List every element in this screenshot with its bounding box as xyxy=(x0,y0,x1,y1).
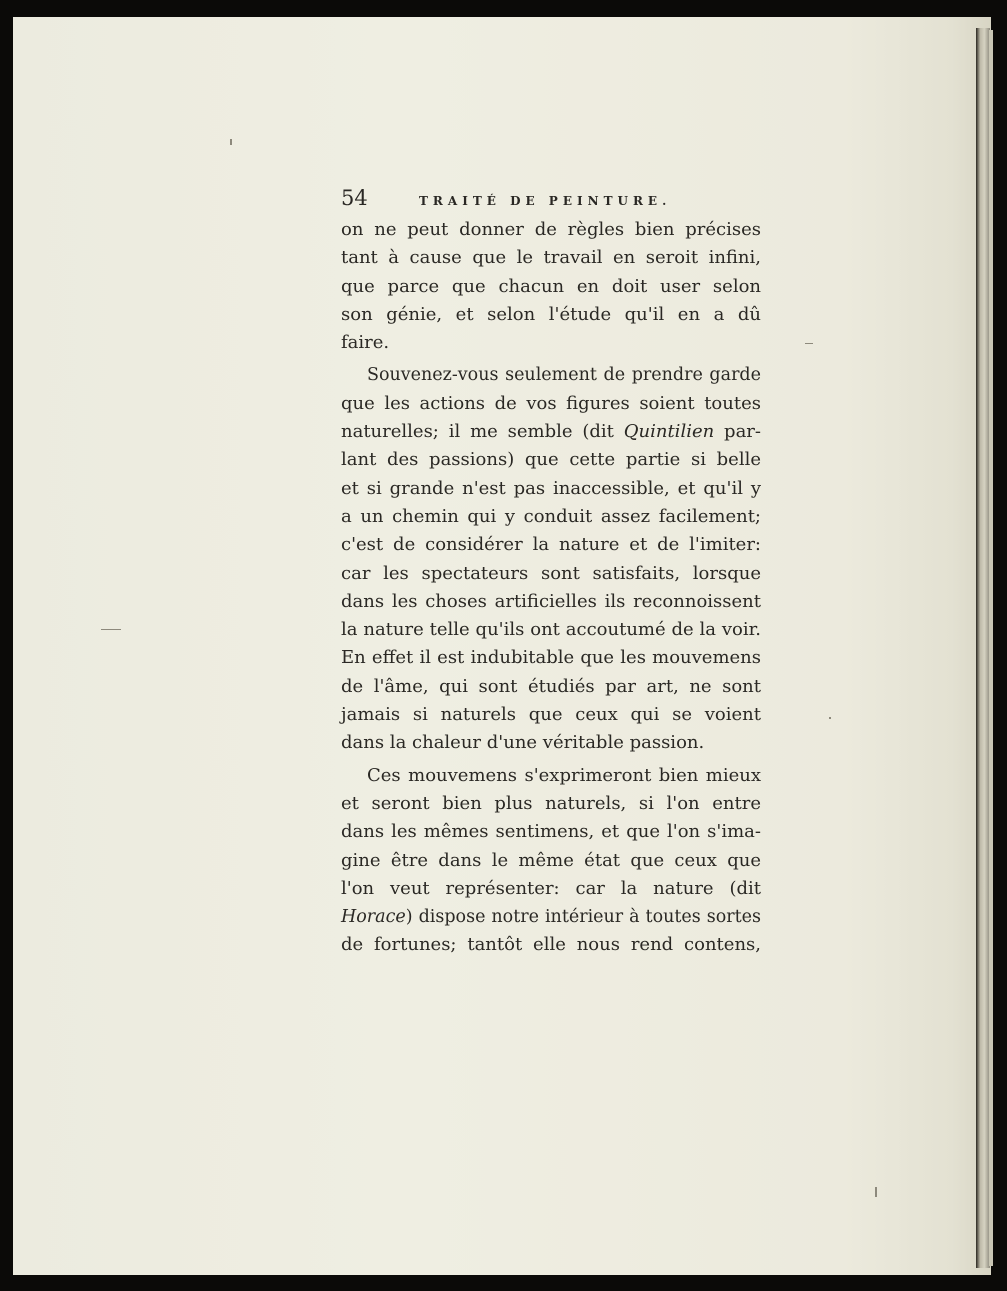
text-line: dans les choses artificielles ils reconnoissent xyxy=(341,590,761,612)
text-segment: ) dispose notre intérieur à toutes sortes xyxy=(405,907,761,928)
text-line: et si grande n'est pas inaccessible, et qu'il y xyxy=(341,477,761,499)
text-line: jamais si naturels que ceux qui se voient xyxy=(341,704,761,726)
text-line: gine être dans le même état que ceux que xyxy=(341,849,761,871)
paragraph-1 xyxy=(341,216,761,357)
text-line: l'on veut représenter: car la nature (dit xyxy=(341,877,761,899)
text-line: tant à cause que le travail en seroit infini, xyxy=(341,247,761,269)
page-number: 54 xyxy=(341,186,368,210)
text-line: la nature telle qu'ils ont accoutumé de la voir. xyxy=(341,619,761,641)
text-line: et seront bien plus naturels, si l'on entre xyxy=(341,792,761,814)
text-line xyxy=(341,903,761,931)
paper-speck xyxy=(829,717,831,719)
text-line: c'est de considérer la nature et de l'imiter: xyxy=(341,534,761,556)
italic-name-horace: Horace xyxy=(341,907,406,928)
page-edge-highlight xyxy=(989,30,993,1266)
paragraph-3 xyxy=(341,762,761,960)
text-line: de fortunes; tantôt elle nous rend contens, xyxy=(341,934,761,956)
page-edge-shadow xyxy=(976,28,990,1268)
text-segment: naturelles; il me semble (dit xyxy=(341,421,624,443)
text-line: Souvenez-vous seulement de prendre garde xyxy=(367,365,761,386)
running-title: TRAITÉ DE PEINTURE. xyxy=(419,194,672,208)
text-line: dans les mêmes sentimens, et que l'on s'ima- xyxy=(341,821,761,843)
paper-speck xyxy=(875,1187,877,1197)
text-line: son génie, et selon l'étude qu'il en a dû xyxy=(341,303,761,325)
paper-speck xyxy=(805,343,813,344)
paper-speck xyxy=(230,139,232,145)
text-line: car les spectateurs sont satisfaits, lorsque xyxy=(341,562,761,584)
text-line: a un chemin qui y conduit assez facilement; xyxy=(341,505,761,527)
text-line: Ces mouvemens s'exprimeront bien mieux xyxy=(367,764,761,786)
text-line: que parce que chacun en doit user selon xyxy=(341,275,761,297)
running-head xyxy=(341,186,761,216)
text-line: on ne peut donner de règles bien précises xyxy=(341,219,761,240)
text-segment: par- xyxy=(714,421,761,443)
text-line: faire. xyxy=(341,332,390,354)
text-line: que les actions de vos figures soient toutes xyxy=(341,392,761,414)
text-line xyxy=(341,418,761,446)
paragraph-2 xyxy=(341,361,761,757)
text-line: de l'âme, qui sont étudiés par art, ne sont xyxy=(341,675,761,697)
text-line: lant des passions) que cette partie si belle xyxy=(341,449,761,471)
text-line: En effet il est indubitable que les mouvemens xyxy=(341,647,761,669)
italic-name-quintilien: Quintilien xyxy=(623,421,715,443)
text-line: dans la chaleur d'une véritable passion. xyxy=(341,732,705,754)
paper-speck xyxy=(101,629,121,630)
text-block xyxy=(341,186,761,960)
